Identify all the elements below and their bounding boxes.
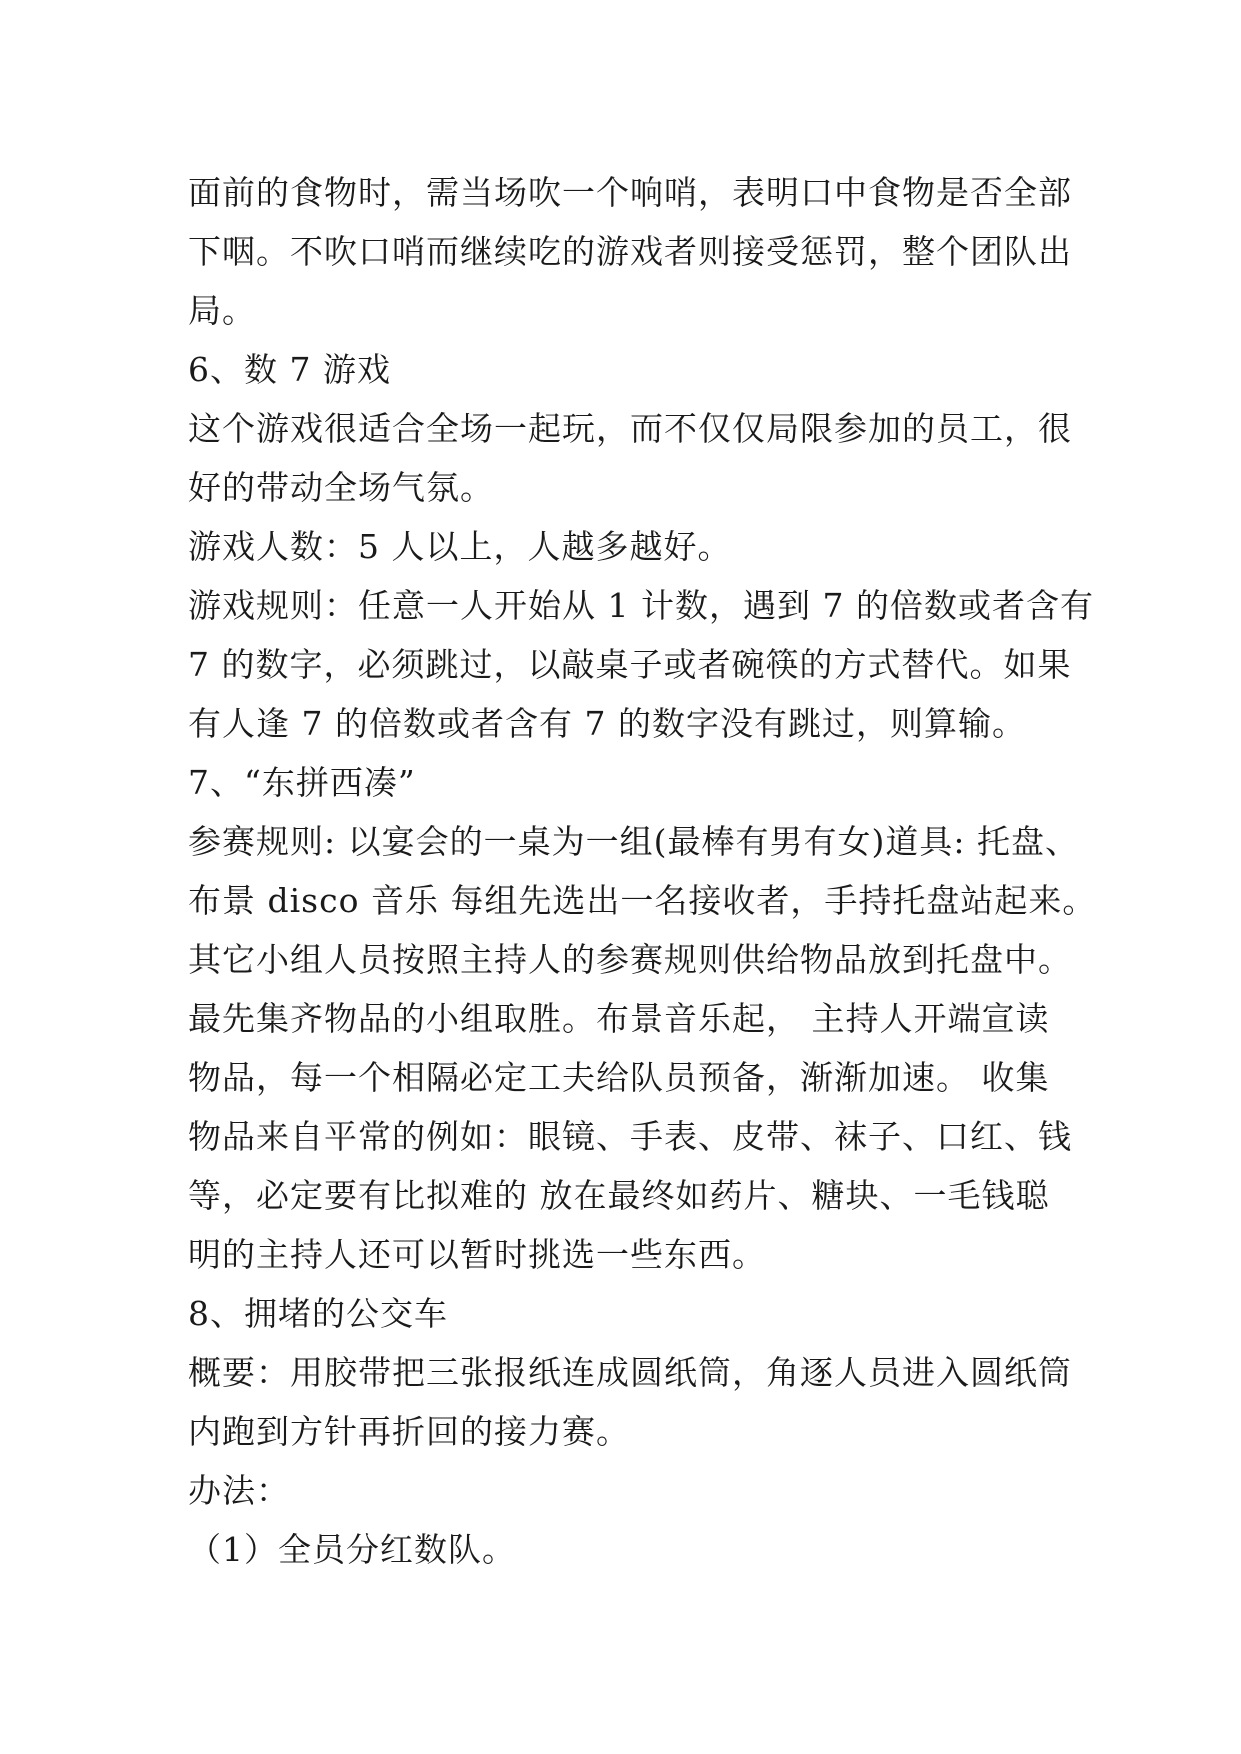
paragraph-line: 概要：用胶带把三张报纸连成圆纸筒，角逐人员进入圆纸筒 — [188, 1353, 1072, 1392]
section-heading: 6、数 7 游戏 — [188, 350, 391, 389]
paragraph-line: 其它小组人员按照主持人的参赛规则供给物品放到托盘中。 — [188, 940, 1072, 979]
paragraph-line: 下咽。不吹口哨而继续吃的游戏者则接受惩罚，整个团队出 — [188, 232, 1072, 271]
paragraph-line: 7 的数字，必须跳过，以敲桌子或者碗筷的方式替代。如果 — [188, 645, 1072, 684]
paragraph-line: 明的主持人还可以暂时挑选一些东西。 — [188, 1235, 766, 1274]
document-body — [188, 163, 1097, 1579]
paragraph-line: 局。 — [188, 291, 256, 330]
paragraph-line: 好的带动全场气氛。 — [188, 468, 494, 507]
paragraph-line: 最先集齐物品的小组取胜。布景音乐起， 主持人开端宣读 — [188, 999, 1050, 1038]
paragraph-line: 游戏规则：任意一人开始从 1 计数，遇到 7 的倍数或者含有 — [188, 586, 1094, 625]
paragraph-line: 物品，每一个相隔必定工夫给队员预备，渐渐加速。 收集 — [188, 1058, 1050, 1097]
section-heading: 7、“东拼西凑” — [188, 763, 416, 802]
paragraph-line: 有人逢 7 的倍数或者含有 7 的数字没有跳过，则算输。 — [188, 704, 1026, 743]
paragraph-line: 游戏人数：5 人以上，人越多越好。 — [188, 527, 732, 566]
paragraph-line: 等，必定要有比拟难的 放在最终如药片、糖块、一毛钱聪 — [188, 1176, 1050, 1215]
paragraph-line: 内跑到方针再折回的接力赛。 — [188, 1412, 630, 1451]
paragraph-line: 参赛规则: 以宴会的一桌为一组(最棒有男有女)道具: 托盘、 — [188, 822, 1079, 861]
paragraph-line: 这个游戏很适合全场一起玩，而不仅仅局限参加的员工，很 — [188, 409, 1072, 448]
paragraph-line: 布景 disco 音乐 每组先选出一名接收者，手持托盘站起来。 — [188, 881, 1097, 920]
section-heading: 8、拥堵的公交车 — [188, 1294, 448, 1333]
paragraph-line: 办法： — [188, 1471, 290, 1510]
paragraph-line: 物品来自平常的例如：眼镜、手表、皮带、袜子、口红、钱 — [188, 1117, 1072, 1156]
list-item: （1）全员分红数队。 — [188, 1530, 516, 1569]
paragraph-line: 面前的食物时，需当场吹一个响哨，表明口中食物是否全部 — [188, 173, 1072, 212]
